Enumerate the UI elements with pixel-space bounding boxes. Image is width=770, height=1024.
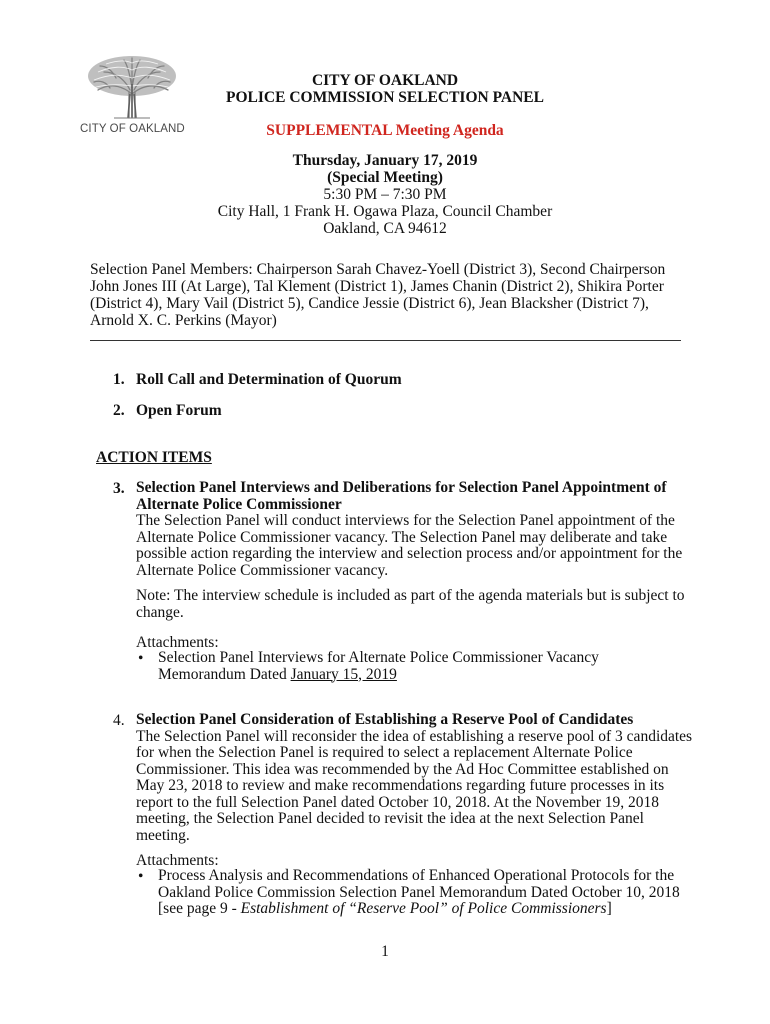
item3-attachment-line: Selection Panel Interviews for Alternate Police Commissioner Vacancy — [158, 649, 599, 666]
meeting-type: (Special Meeting) — [327, 169, 443, 186]
item4-body: meeting. — [136, 826, 190, 844]
members-line: John Jones III (At Large), Tal Klement (District 1), James Chanin (District 2), Shikira Porter — [90, 278, 664, 295]
item3-attachments-label: Attachments: — [136, 634, 219, 651]
supplemental-title: SUPPLEMENTAL Meeting Agenda — [266, 122, 504, 139]
item3-attachment-line — [158, 667, 698, 684]
item3-note — [136, 588, 696, 621]
item3-attachment — [158, 650, 698, 683]
members-line: (District 4), Mary Vail (District 5), Candice Jessie (District 6), Jean Blacksher (District 7), — [90, 295, 649, 312]
item4-body: Commissioner. This idea was recommended by the Ad Hoc Committee established on — [136, 760, 669, 778]
logo-text: CITY OF OAKLAND — [80, 123, 185, 135]
item4-body: for when the Selection Panel is required to select a replacement Alternate Police — [136, 744, 633, 761]
item1-number: 1. — [113, 371, 125, 388]
item4-attachments-label: Attachments: — [136, 852, 219, 869]
item3-body: Alternate Police Commissioner vacancy. The Selection Panel may deliberate and take — [136, 528, 668, 546]
item4-attachment-italic: Establishment of “Reserve Pool” of Police Commissioners — [240, 900, 607, 917]
divider — [90, 340, 681, 341]
item4-body: report to the full Selection Panel dated October 10, 2018. At the November 19, 2018 — [136, 793, 660, 811]
item3-attachment-prefix: Memorandum Dated — [158, 665, 291, 683]
item2-title: Open Forum — [136, 402, 222, 419]
item3-block — [136, 480, 696, 579]
item2-number: 2. — [113, 402, 125, 419]
meeting-time: 5:30 PM – 7:30 PM — [323, 186, 447, 203]
item3-body: Alternate Police Commissioner vacancy. — [136, 561, 389, 579]
item4-body: meeting, the Selection Panel decided to revisit the idea at the next Selection Panel — [136, 810, 644, 827]
city-logo — [80, 54, 184, 140]
item4-attachment-prefix: [see page 9 - — [158, 900, 241, 917]
header-panel: POLICE COMMISSION SELECTION PANEL — [226, 89, 544, 106]
meeting-info — [150, 152, 620, 237]
item4-attachment-line — [158, 901, 698, 918]
panel-members — [90, 261, 690, 329]
item4-attachment — [158, 868, 698, 918]
item3-body: The Selection Panel will conduct interviews for the Selection Panel appointment of the — [136, 512, 675, 529]
header-city: CITY OF OAKLAND — [311, 72, 459, 89]
item4-body: May 23, 2018 to review and make recommendations regarding future processes in its — [136, 777, 665, 794]
item3-title: Selection Panel Interviews and Deliberations for Selection Panel Appointment of — [136, 479, 667, 496]
members-line: Arnold X. C. Perkins (Mayor) — [90, 312, 277, 329]
bullet-icon: • — [138, 868, 144, 885]
members-line: Selection Panel Members: Chairperson Sarah Chavez-Yoell (District 3), Second Chairperson — [90, 261, 666, 278]
item4-attachment-line: Process Analysis and Recommendations of Enhanced Operational Protocols for the — [158, 867, 675, 884]
oak-tree-icon — [80, 54, 184, 120]
meeting-city: Oakland, CA 94612 — [323, 220, 447, 237]
item4-number: 4. — [113, 712, 125, 729]
item4-attachment-suffix: ] — [606, 900, 612, 917]
meeting-date: Thursday, January 17, 2019 — [292, 152, 478, 169]
item3-attachment-date: January 15, 2019 — [290, 665, 397, 683]
meeting-location: City Hall, 1 Frank H. Ogawa Plaza, Council Chamber — [217, 203, 553, 220]
item4-attachment-line: Oakland Police Commission Selection Panel Memorandum Dated October 10, 2018 — [158, 883, 680, 901]
item3-body: possible action regarding the interview and selection process and/or appointment for the — [136, 545, 683, 562]
page-number: 1 — [381, 943, 389, 960]
bullet-icon: • — [138, 650, 144, 667]
action-items-heading: ACTION ITEMS — [96, 449, 212, 466]
item3-note-line: change. — [136, 603, 184, 621]
item4-body: The Selection Panel will reconsider the idea of establishing a reserve pool of 3 candidates — [136, 727, 693, 745]
item3-title: Alternate Police Commissioner — [136, 495, 342, 513]
item1-title: Roll Call and Determination of Quorum — [136, 371, 402, 388]
item3-number: 3. — [113, 480, 125, 497]
item4-title: Selection Panel Consideration of Establishing a Reserve Pool of Candidates — [136, 711, 634, 728]
item3-note-line: Note: The interview schedule is included as part of the agenda materials but is subject to — [136, 587, 685, 604]
item4-block — [136, 712, 696, 844]
